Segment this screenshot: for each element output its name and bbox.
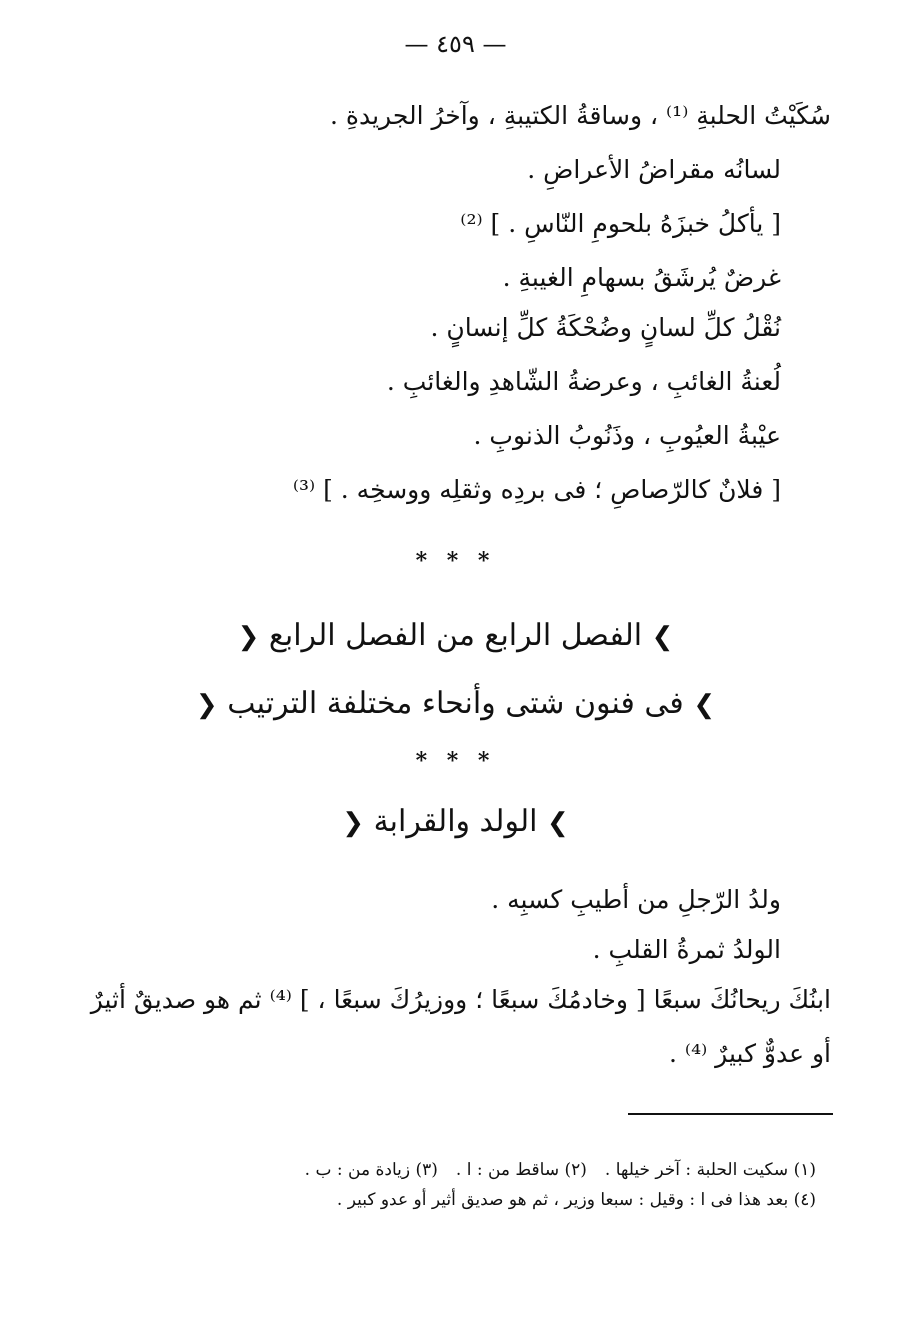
footnote-line-2 bbox=[337, 1188, 816, 1212]
ornament-bracket-right: ❯ bbox=[693, 690, 716, 720]
ornament-bracket-right: ❯ bbox=[651, 622, 674, 652]
text-line-4: غرضٌ يُرشَقُ بسهامِ الغيبةِ . bbox=[502, 263, 781, 292]
text-line-9: ولدُ الرّجلِ من أطيبِ كسبِه . bbox=[491, 885, 781, 914]
section-subtitle bbox=[0, 682, 911, 727]
ornament-bracket-right: ❯ bbox=[546, 808, 569, 838]
text-line-8: [ فلانٌ كالرّصاصِ ؛ فى بردِه وثقلِه ووسخِه . ] ⁽³⁾ bbox=[292, 475, 781, 504]
footnote-line-1 bbox=[305, 1158, 816, 1182]
text-line-5: نُقْلُ كلِّ لسانٍ وضُحْكَةُ كلِّ إنسانٍ . bbox=[430, 313, 781, 342]
section-separator-stars: * * * bbox=[415, 748, 496, 774]
page-number: — ٤٥٩ — bbox=[404, 30, 507, 58]
text-line-2: لسانُه مقراضُ الأعراضِ . bbox=[527, 155, 781, 184]
text-line-1: سُكَيْتُ الحلبةِ ⁽¹⁾ ، وساقةُ الكتيبةِ ، وآخرُ الجريدةِ . bbox=[329, 101, 831, 130]
topic-title bbox=[0, 800, 911, 845]
footnote-3: (٣) زيادة من : ب . bbox=[304, 1160, 438, 1180]
ornament-bracket-left: ❮ bbox=[342, 808, 365, 838]
ornament-bracket-left: ❮ bbox=[237, 622, 260, 652]
text-line-3: [ يأكلُ خبزَهُ بلحومِ النّاسِ . ] ⁽²⁾ bbox=[460, 209, 781, 238]
text-line-12: أو عدوٌّ كبيرٌ ⁽⁴⁾ . bbox=[669, 1039, 831, 1068]
section-subtitle-text: فى فنون شتى وأنحاء مختلفة الترتيب bbox=[227, 686, 684, 721]
section-title bbox=[0, 614, 911, 659]
text-line-6: لُعنةُ الغائبِ ، وعرضةُ الشّاهدِ والغائبِ . bbox=[386, 367, 781, 396]
section-separator-stars: * * * bbox=[415, 548, 496, 574]
footnote-divider bbox=[628, 1113, 833, 1115]
section-title-text: الفصل الرابع من الفصل الرابع bbox=[268, 618, 643, 653]
footnote-1: (١) سكيت الحلبة : آخر خيلها . bbox=[604, 1160, 816, 1180]
text-line-7: عيْبةُ العيُوبِ ، وذَنُوبُ الذنوبِ . bbox=[473, 421, 781, 450]
footnote-2: (٢) ساقط من : ا . bbox=[455, 1160, 587, 1180]
ornament-bracket-left: ❮ bbox=[195, 690, 218, 720]
footnote-4: (٤) بعد هذا فى ا : وقيل : سبعا وزير ، ثم هو صديق أثير أو عدو كبير . bbox=[336, 1190, 816, 1210]
topic-title-text: الولد والقرابة bbox=[373, 804, 538, 839]
text-line-10: الولدُ ثمرةُ القلبِ . bbox=[592, 935, 781, 964]
text-line-11: ابنُكَ ريحانُكَ سبعًا [ وخادمُكَ سبعًا ؛ ووزيرُكَ سبعًا ، ] ⁽⁴⁾ ثم هو صديقٌ أثيرٌ bbox=[90, 985, 831, 1014]
